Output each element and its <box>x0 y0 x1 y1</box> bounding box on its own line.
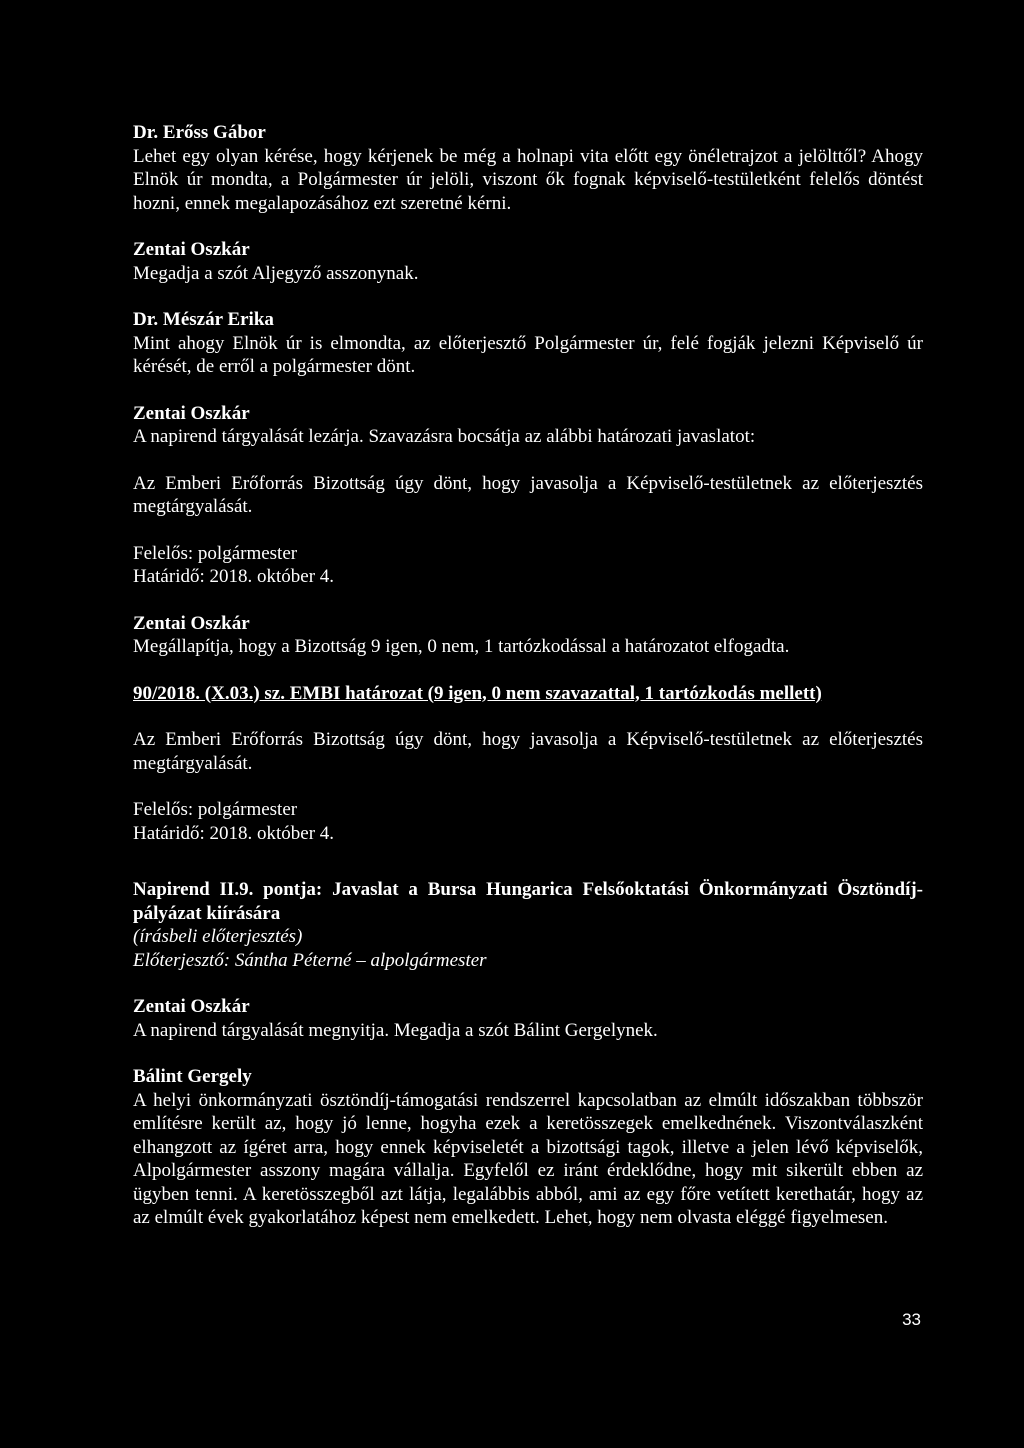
speech-text: A napirend tárgyalását lezárja. Szavazásra bocsátja az alábbi határozati javaslatot: <box>133 426 756 447</box>
proposal-meta <box>133 542 923 589</box>
speaker-name: Dr. Erőss Gábor <box>133 122 266 143</box>
speaker-name: Dr. Mészár Erika <box>133 309 274 330</box>
document-page <box>133 121 923 1230</box>
resolution-block <box>133 682 923 706</box>
page-number: 33 <box>902 1310 921 1329</box>
speech-text: Lehet egy olyan kérése, hogy kérjenek be még a holnapi vita előtt egy önéletrajzot a jelölttől? Ahogy Elnök úr mondta, a Polgármester úr jelöli, viszont ők fognak képviselő-testületként felelős döntést hozni, ennek megalapozásához ezt szeretné kérni. <box>133 145 923 214</box>
speech-block <box>133 995 923 1042</box>
responsible-line: Felelős: polgármester <box>133 542 298 564</box>
speech-text: Mint ahogy Elnök úr is elmondta, az előterjesztő Polgármester úr, felé fogják jelezni Képviselő úr kérését, de erről a polgármester dönt. <box>133 332 923 377</box>
speech-text: Megadja a szót Aljegyző asszonynak. <box>133 262 419 284</box>
speech-block <box>133 402 923 449</box>
speaker-name: Zentai Oszkár <box>133 239 250 260</box>
vote-result-text: Megállapítja, hogy a Bizottság 9 igen, 0 nem, 1 tartózkodással a határozatot elfogadta. <box>133 636 790 657</box>
speaker-name: Bálint Gergely <box>133 1066 252 1087</box>
speech-block <box>133 308 923 379</box>
speech-block <box>133 238 923 285</box>
speaker-name: Zentai Oszkár <box>133 996 250 1017</box>
speech-text: A helyi önkormányzati ösztöndíj-támogatási rendszerrel kapcsolatban az elmúlt időszakban többször említésre került az, hogy jó lenne, hogyha ezek a keretösszegek emelkednének. Viszontválaszként elhangzott az ígéret arra, hogy ennek képviseletét a bizottsági tagok, illetve a jelen lévő képviselők, Alpolgármester asszony magára vállalja. Egyfelől ez iránt érdeklődne, hogy mit sikerült ebben az ügyben tenni. A keretösszegből azt látja, legalábbis abból, ami az egy főre vetített kerethatár, hogy az az elmúlt évek gyakorlatához képest nem emelkedett. Lehet, hogy nem olvasta eléggé figyelmesen. <box>133 1089 923 1228</box>
resolution-title: 90/2018. (X.03.) sz. EMBI határozat (9 igen, 0 nem szavazattal, 1 tartózkodás mellett) <box>133 682 822 704</box>
deadline-line: Határidő: 2018. október 4. <box>133 566 335 587</box>
proposal-block <box>133 472 923 519</box>
vote-result-block <box>133 612 923 659</box>
responsible-line: Felelős: polgármester <box>133 799 298 820</box>
agenda-presenter: Előterjesztő: Sántha Péterné – alpolgármester <box>133 949 487 971</box>
proposal-text: Az Emberi Erőforrás Bizottság úgy dönt, hogy javasolja a Képviselő-testületnek az előterjesztés megtárgyalását. <box>133 472 923 517</box>
speech-text: A napirend tárgyalását megnyitja. Megadja a szót Bálint Gergelynek. <box>133 1019 658 1041</box>
speaker-name: Zentai Oszkár <box>133 402 250 424</box>
speech-block <box>133 121 923 215</box>
agenda-title: Napirend II.9. pontja: Javaslat a Bursa Hungarica Felsőoktatási Önkormányzati Ösztöndíj-pályázat kiírására <box>133 879 923 924</box>
agenda-type: (írásbeli előterjesztés) <box>133 926 303 947</box>
agenda-block <box>133 878 923 972</box>
resolution-text-block <box>133 728 923 775</box>
speech-block <box>133 1065 923 1230</box>
resolution-text: Az Emberi Erőforrás Bizottság úgy dönt, hogy javasolja a Képviselő-testületnek az előterjesztés megtárgyalását. <box>133 729 923 774</box>
resolution-meta <box>133 798 923 845</box>
deadline-line: Határidő: 2018. október 4. <box>133 822 335 844</box>
speaker-name: Zentai Oszkár <box>133 612 250 634</box>
